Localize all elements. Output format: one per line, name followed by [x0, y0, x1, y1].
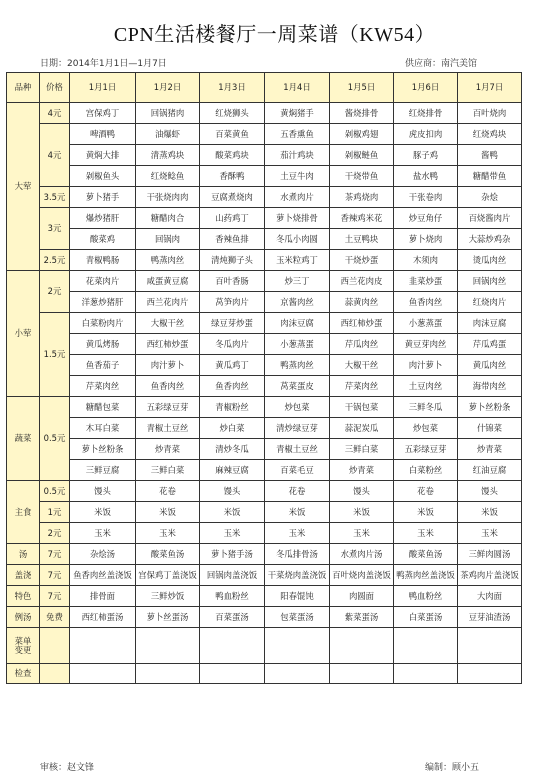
dish-cell: 百菜黄鱼	[200, 124, 265, 145]
category-cell: 菜单变更	[7, 628, 40, 664]
dish-cell: 木须肉	[394, 250, 458, 271]
dish-cell	[70, 664, 136, 684]
dish-cell: 虎皮扣肉	[394, 124, 458, 145]
dish-cell: 玉米	[458, 523, 522, 544]
dish-cell: 花卷	[136, 481, 200, 502]
dish-cell: 萝卜烧肉	[394, 229, 458, 250]
dish-cell: 米饭	[70, 502, 136, 523]
dish-cell: 大椒干丝	[136, 313, 200, 334]
header-day: 1月1日	[70, 73, 136, 103]
dish-cell: 蒜泥炭瓜	[330, 418, 394, 439]
dish-cell: 炒豆角仔	[394, 208, 458, 229]
menu-row	[7, 271, 522, 292]
dish-cell: 小葱蒸蛋	[394, 313, 458, 334]
dish-cell: 阳春馄饨	[265, 586, 330, 607]
category-cell: 盖浇	[7, 565, 40, 586]
dish-cell: 玉米	[330, 523, 394, 544]
meta-bar	[40, 56, 477, 68]
dish-cell: 爆炒猪肝	[70, 208, 136, 229]
dish-cell: 清炒冬瓜	[200, 439, 265, 460]
dish-cell: 莴菜蛋皮	[265, 376, 330, 397]
editor-label: 编制：顾小五	[424, 763, 479, 773]
dish-cell	[136, 628, 200, 664]
menu-row	[7, 664, 522, 684]
dish-cell: 玉米	[394, 523, 458, 544]
dish-cell: 香酥鸭	[200, 166, 265, 187]
dish-cell: 豆腐煮烧肉	[200, 187, 265, 208]
dish-cell: 米饭	[330, 502, 394, 523]
price-cell: 7元	[40, 544, 70, 565]
menu-row	[7, 187, 522, 208]
dish-cell: 酸菜鱼汤	[136, 544, 200, 565]
dish-cell: 五彩绿豆芽	[136, 397, 200, 418]
menu-row	[7, 166, 522, 187]
menu-row	[7, 208, 522, 229]
dish-cell	[200, 628, 265, 664]
dish-cell	[394, 628, 458, 664]
dish-cell: 萝卜猪手汤	[200, 544, 265, 565]
header-day: 1月5日	[330, 73, 394, 103]
dish-cell: 白菜蛋汤	[394, 607, 458, 628]
dish-cell: 玉米	[265, 523, 330, 544]
dish-cell: 西红柿蛋汤	[70, 607, 136, 628]
dish-cell: 青椒土豆丝	[136, 418, 200, 439]
dish-cell: 百叶香肠	[200, 271, 265, 292]
dish-cell: 烫瓜肉丝	[458, 250, 522, 271]
dish-cell: 糖醋肉合	[136, 208, 200, 229]
menu-row	[7, 124, 522, 145]
menu-row	[7, 586, 522, 607]
dish-cell: 炒包菜	[265, 397, 330, 418]
dish-cell: 剁椒鱼头	[70, 166, 136, 187]
dish-cell: 炒三丁	[265, 271, 330, 292]
dish-cell: 西红柿炒蛋	[136, 334, 200, 355]
price-cell: 2元	[40, 271, 70, 313]
dish-cell: 肉汁萝卜	[136, 355, 200, 376]
price-cell: 2元	[40, 523, 70, 544]
menu-row	[7, 460, 522, 481]
dish-cell: 花卷	[265, 481, 330, 502]
dish-cell: 莴笋肉片	[200, 292, 265, 313]
header-day: 1月4日	[265, 73, 330, 103]
dish-cell: 土豆鸭块	[330, 229, 394, 250]
dish-cell: 鸭蒸肉丝	[265, 355, 330, 376]
price-cell: 2.5元	[40, 250, 70, 271]
dish-cell: 杂烩	[458, 187, 522, 208]
dish-cell: 馒头	[200, 481, 265, 502]
dish-cell: 炒青菜	[136, 439, 200, 460]
dish-cell: 红油豆腐	[458, 460, 522, 481]
dish-cell: 鸭血粉丝	[394, 586, 458, 607]
dish-cell: 冬瓜小肉圆	[265, 229, 330, 250]
dish-cell: 香辣鱼排	[200, 229, 265, 250]
header-day: 1月2日	[136, 73, 200, 103]
dish-cell: 木耳白菜	[70, 418, 136, 439]
category-cell: 检查	[7, 664, 40, 684]
dish-cell: 干菜烧肉盖浇饭	[265, 565, 330, 586]
dish-cell: 鱼香肉丝	[394, 292, 458, 313]
dish-cell: 干烧带鱼	[330, 166, 394, 187]
dish-cell: 京酱肉丝	[265, 292, 330, 313]
dish-cell: 酸菜鸡块	[200, 145, 265, 166]
dish-cell: 馒头	[70, 481, 136, 502]
menu-row	[7, 145, 522, 166]
dish-cell: 百叶烧肉盖浇饭	[330, 565, 394, 586]
dish-cell: 炒包菜	[394, 418, 458, 439]
menu-row	[7, 628, 522, 664]
dish-cell: 干锅包菜	[330, 397, 394, 418]
dish-cell: 萝卜烧排骨	[265, 208, 330, 229]
dish-cell: 肉沫豆腐	[458, 313, 522, 334]
dish-cell: 回锅猪肉	[136, 103, 200, 124]
dish-cell: 茶鸡肉片盖浇饭	[458, 565, 522, 586]
dish-cell: 米饭	[200, 502, 265, 523]
dish-cell: 冬瓜肉片	[200, 334, 265, 355]
dish-cell: 香辣鸡米花	[330, 208, 394, 229]
header-category: 品种	[7, 73, 40, 103]
dish-cell: 玉米粒鸡丁	[265, 250, 330, 271]
menu-row	[7, 103, 522, 124]
price-cell: 1.5元	[40, 313, 70, 397]
dish-cell: 鱼香肉丝盖浇饭	[70, 565, 136, 586]
dish-cell: 黄豆芽肉丝	[394, 334, 458, 355]
price-cell: 3.5元	[40, 187, 70, 208]
menu-row	[7, 376, 522, 397]
dish-cell: 冬瓜排骨汤	[265, 544, 330, 565]
dish-cell	[200, 664, 265, 684]
dish-cell: 茄汁鸡块	[265, 145, 330, 166]
price-cell	[40, 628, 70, 664]
dish-cell: 米饭	[136, 502, 200, 523]
dish-cell: 酸菜鱼汤	[394, 544, 458, 565]
dish-cell: 玉米	[70, 523, 136, 544]
dish-cell: 炒青菜	[458, 439, 522, 460]
category-cell: 特色	[7, 586, 40, 607]
dish-cell: 炒青菜	[330, 460, 394, 481]
review-label: 审核：赵文锋	[40, 763, 95, 773]
dish-cell: 鸭血粉丝	[200, 586, 265, 607]
dish-cell: 麻辣豆腐	[200, 460, 265, 481]
dish-cell: 白菜粉丝	[394, 460, 458, 481]
dish-cell: 什锦菜	[458, 418, 522, 439]
header-price: 价格	[40, 73, 70, 103]
dish-cell: 红烧鸡块	[458, 124, 522, 145]
dish-cell: 馒头	[330, 481, 394, 502]
dish-cell	[265, 628, 330, 664]
dish-cell: 回锅肉盖浇饭	[200, 565, 265, 586]
dish-cell: 萝卜丝蛋汤	[136, 607, 200, 628]
dish-cell	[265, 664, 330, 684]
dish-cell: 排骨面	[70, 586, 136, 607]
dish-cell	[458, 628, 522, 664]
dish-cell: 五香熏鱼	[265, 124, 330, 145]
dish-cell: 炒白菜	[200, 418, 265, 439]
dish-cell: 玉米	[200, 523, 265, 544]
dish-cell: 清蒸鸡块	[136, 145, 200, 166]
price-cell: 4元	[40, 124, 70, 187]
header-day: 1月3日	[200, 73, 265, 103]
menu-row	[7, 229, 522, 250]
dish-cell: 小葱蒸蛋	[265, 334, 330, 355]
dish-cell: 茶鸡烧肉	[330, 187, 394, 208]
dish-cell: 三鲜炒饭	[136, 586, 200, 607]
dish-cell: 红烧肉片	[458, 292, 522, 313]
menu-row	[7, 292, 522, 313]
dish-cell: 红烧鲶鱼	[136, 166, 200, 187]
header-day: 1月6日	[394, 73, 458, 103]
dish-cell: 黄瓜肉丝	[458, 355, 522, 376]
dish-cell	[394, 664, 458, 684]
dish-cell: 盐水鸭	[394, 166, 458, 187]
dish-cell: 回锅肉	[136, 229, 200, 250]
dish-cell: 百叶烧肉	[458, 103, 522, 124]
dish-cell: 杂烩汤	[70, 544, 136, 565]
dish-cell: 干烧炒蛋	[330, 250, 394, 271]
dish-cell: 花卷	[394, 481, 458, 502]
price-cell	[40, 664, 70, 684]
dish-cell: 蒜黄肉丝	[330, 292, 394, 313]
dish-cell: 绿豆芽炒蛋	[200, 313, 265, 334]
dish-cell: 黄焖大排	[70, 145, 136, 166]
dish-cell: 肉沫豆腐	[265, 313, 330, 334]
dish-cell: 豚子鸡	[394, 145, 458, 166]
menu-row	[7, 565, 522, 586]
menu-row	[7, 481, 522, 502]
dish-cell: 大蒜炒鸡杂	[458, 229, 522, 250]
dish-cell: 三鲜冬瓜	[394, 397, 458, 418]
header-day: 1月7日	[458, 73, 522, 103]
supplier-label: 供应商：南汽美馆	[404, 59, 477, 69]
dish-cell: 大肉面	[458, 586, 522, 607]
category-cell: 汤	[7, 544, 40, 565]
menu-table	[6, 72, 522, 684]
dish-cell: 干张烧肉肉	[136, 187, 200, 208]
dish-cell: 萝卜丝粉条	[458, 397, 522, 418]
category-cell: 蔬菜	[7, 397, 40, 481]
dish-cell: 韭菜炒蛋	[394, 271, 458, 292]
dish-cell: 啤酒鸭	[70, 124, 136, 145]
dish-cell: 宫保鸡丁	[70, 103, 136, 124]
dish-cell: 肉圆面	[330, 586, 394, 607]
dish-cell: 五彩绿豆芽	[394, 439, 458, 460]
dish-cell: 百菜蛋汤	[200, 607, 265, 628]
price-cell: 0.5元	[40, 481, 70, 502]
menu-row	[7, 397, 522, 418]
header-row	[7, 73, 522, 103]
dish-cell: 米饭	[458, 502, 522, 523]
page-title: CPN生活楼餐厅一周菜谱（KW54）	[113, 24, 436, 46]
price-cell: 7元	[40, 586, 70, 607]
dish-cell: 芹菜肉丝	[330, 376, 394, 397]
dish-cell: 洋葱炒猪肝	[70, 292, 136, 313]
dish-cell: 青椒鸭肠	[70, 250, 136, 271]
dish-cell: 紫菜蛋汤	[330, 607, 394, 628]
dish-cell: 馒头	[458, 481, 522, 502]
dish-cell: 糖醋带鱼	[458, 166, 522, 187]
dish-cell: 花菜肉片	[70, 271, 136, 292]
dish-cell: 三鲜白菜	[330, 439, 394, 460]
dish-cell: 油爆虾	[136, 124, 200, 145]
dish-cell: 清炒绿豆芽	[265, 418, 330, 439]
dish-cell: 黄焖猪手	[265, 103, 330, 124]
dish-cell: 萝卜丝粉条	[70, 439, 136, 460]
dish-cell: 土豆肉丝	[394, 376, 458, 397]
dish-cell: 萝卜猪手	[70, 187, 136, 208]
dish-cell	[136, 664, 200, 684]
dish-cell: 青椒粉丝	[200, 397, 265, 418]
dish-cell: 剁椒鸡翅	[330, 124, 394, 145]
dish-cell: 山药鸡丁	[200, 208, 265, 229]
dish-cell: 西红柿炒蛋	[330, 313, 394, 334]
menu-row	[7, 313, 522, 334]
dish-cell: 清炖狮子头	[200, 250, 265, 271]
dish-cell: 土豆牛肉	[265, 166, 330, 187]
dish-cell: 酱鸭	[458, 145, 522, 166]
dish-cell: 西兰花肉片	[136, 292, 200, 313]
dish-cell: 肉汁萝卜	[394, 355, 458, 376]
dish-cell: 芹瓜肉丝	[330, 334, 394, 355]
menu-row	[7, 523, 522, 544]
dish-cell: 西兰花肉皮	[330, 271, 394, 292]
dish-cell: 米饭	[265, 502, 330, 523]
dish-cell: 酸菜鸡	[70, 229, 136, 250]
dish-cell: 大椒干丝	[330, 355, 394, 376]
dish-cell: 白菜粉肉片	[70, 313, 136, 334]
dish-cell: 三鲜豆腐	[70, 460, 136, 481]
dish-cell: 鱼香茄子	[70, 355, 136, 376]
dish-cell: 三鲜白菜	[136, 460, 200, 481]
menu-row	[7, 502, 522, 523]
dish-cell	[70, 628, 136, 664]
dish-cell	[330, 664, 394, 684]
dish-cell: 糖醋包菜	[70, 397, 136, 418]
dish-cell: 青椒土豆丝	[265, 439, 330, 460]
dish-cell: 黄瓜烤肠	[70, 334, 136, 355]
menu-row	[7, 607, 522, 628]
dish-cell: 玉米	[136, 523, 200, 544]
dish-cell: 水煮肉片	[265, 187, 330, 208]
dish-cell: 包菜蛋汤	[265, 607, 330, 628]
price-cell: 1元	[40, 502, 70, 523]
price-cell: 3元	[40, 208, 70, 250]
category-cell: 大荤	[7, 103, 40, 271]
menu-row	[7, 439, 522, 460]
price-cell: 免费	[40, 607, 70, 628]
dish-cell: 三鲜肉圆汤	[458, 544, 522, 565]
dish-cell: 酱烧排骨	[330, 103, 394, 124]
menu-row	[7, 544, 522, 565]
price-cell: 7元	[40, 565, 70, 586]
dish-cell: 水煮肉片汤	[330, 544, 394, 565]
dish-cell: 咸蛋黄豆腐	[136, 271, 200, 292]
dish-cell: 鸭蒸肉丝盖浇饭	[394, 565, 458, 586]
dish-cell: 鱼香肉丝	[200, 376, 265, 397]
dish-cell: 豆芽油渣汤	[458, 607, 522, 628]
dish-cell: 米饭	[394, 502, 458, 523]
menu-row	[7, 250, 522, 271]
date-label: 日期：2014年1月1日—1月7日	[40, 59, 167, 69]
dish-cell: 芹瓜鸡蛋	[458, 334, 522, 355]
dish-cell: 鸭蒸肉丝	[136, 250, 200, 271]
dish-cell: 鱼香肉丝	[136, 376, 200, 397]
dish-cell: 海带肉丝	[458, 376, 522, 397]
category-cell: 例汤	[7, 607, 40, 628]
dish-cell: 百烧酱肉片	[458, 208, 522, 229]
category-cell: 小荤	[7, 271, 40, 397]
dish-cell: 干张卷肉	[394, 187, 458, 208]
menu-row	[7, 355, 522, 376]
dish-cell: 红烧狮头	[200, 103, 265, 124]
menu-row	[7, 418, 522, 439]
dish-cell: 黄瓜鸡丁	[200, 355, 265, 376]
price-cell: 0.5元	[40, 397, 70, 481]
menu-row	[7, 334, 522, 355]
price-cell: 4元	[40, 103, 70, 124]
dish-cell	[330, 628, 394, 664]
dish-cell: 回锅肉丝	[458, 271, 522, 292]
dish-cell: 红烧排骨	[394, 103, 458, 124]
dish-cell: 百菜毛豆	[265, 460, 330, 481]
dish-cell: 剁椒鲢鱼	[330, 145, 394, 166]
dish-cell: 宫保鸡丁盖浇饭	[136, 565, 200, 586]
category-cell: 主食	[7, 481, 40, 544]
dish-cell	[458, 664, 522, 684]
dish-cell: 芹菜肉丝	[70, 376, 136, 397]
